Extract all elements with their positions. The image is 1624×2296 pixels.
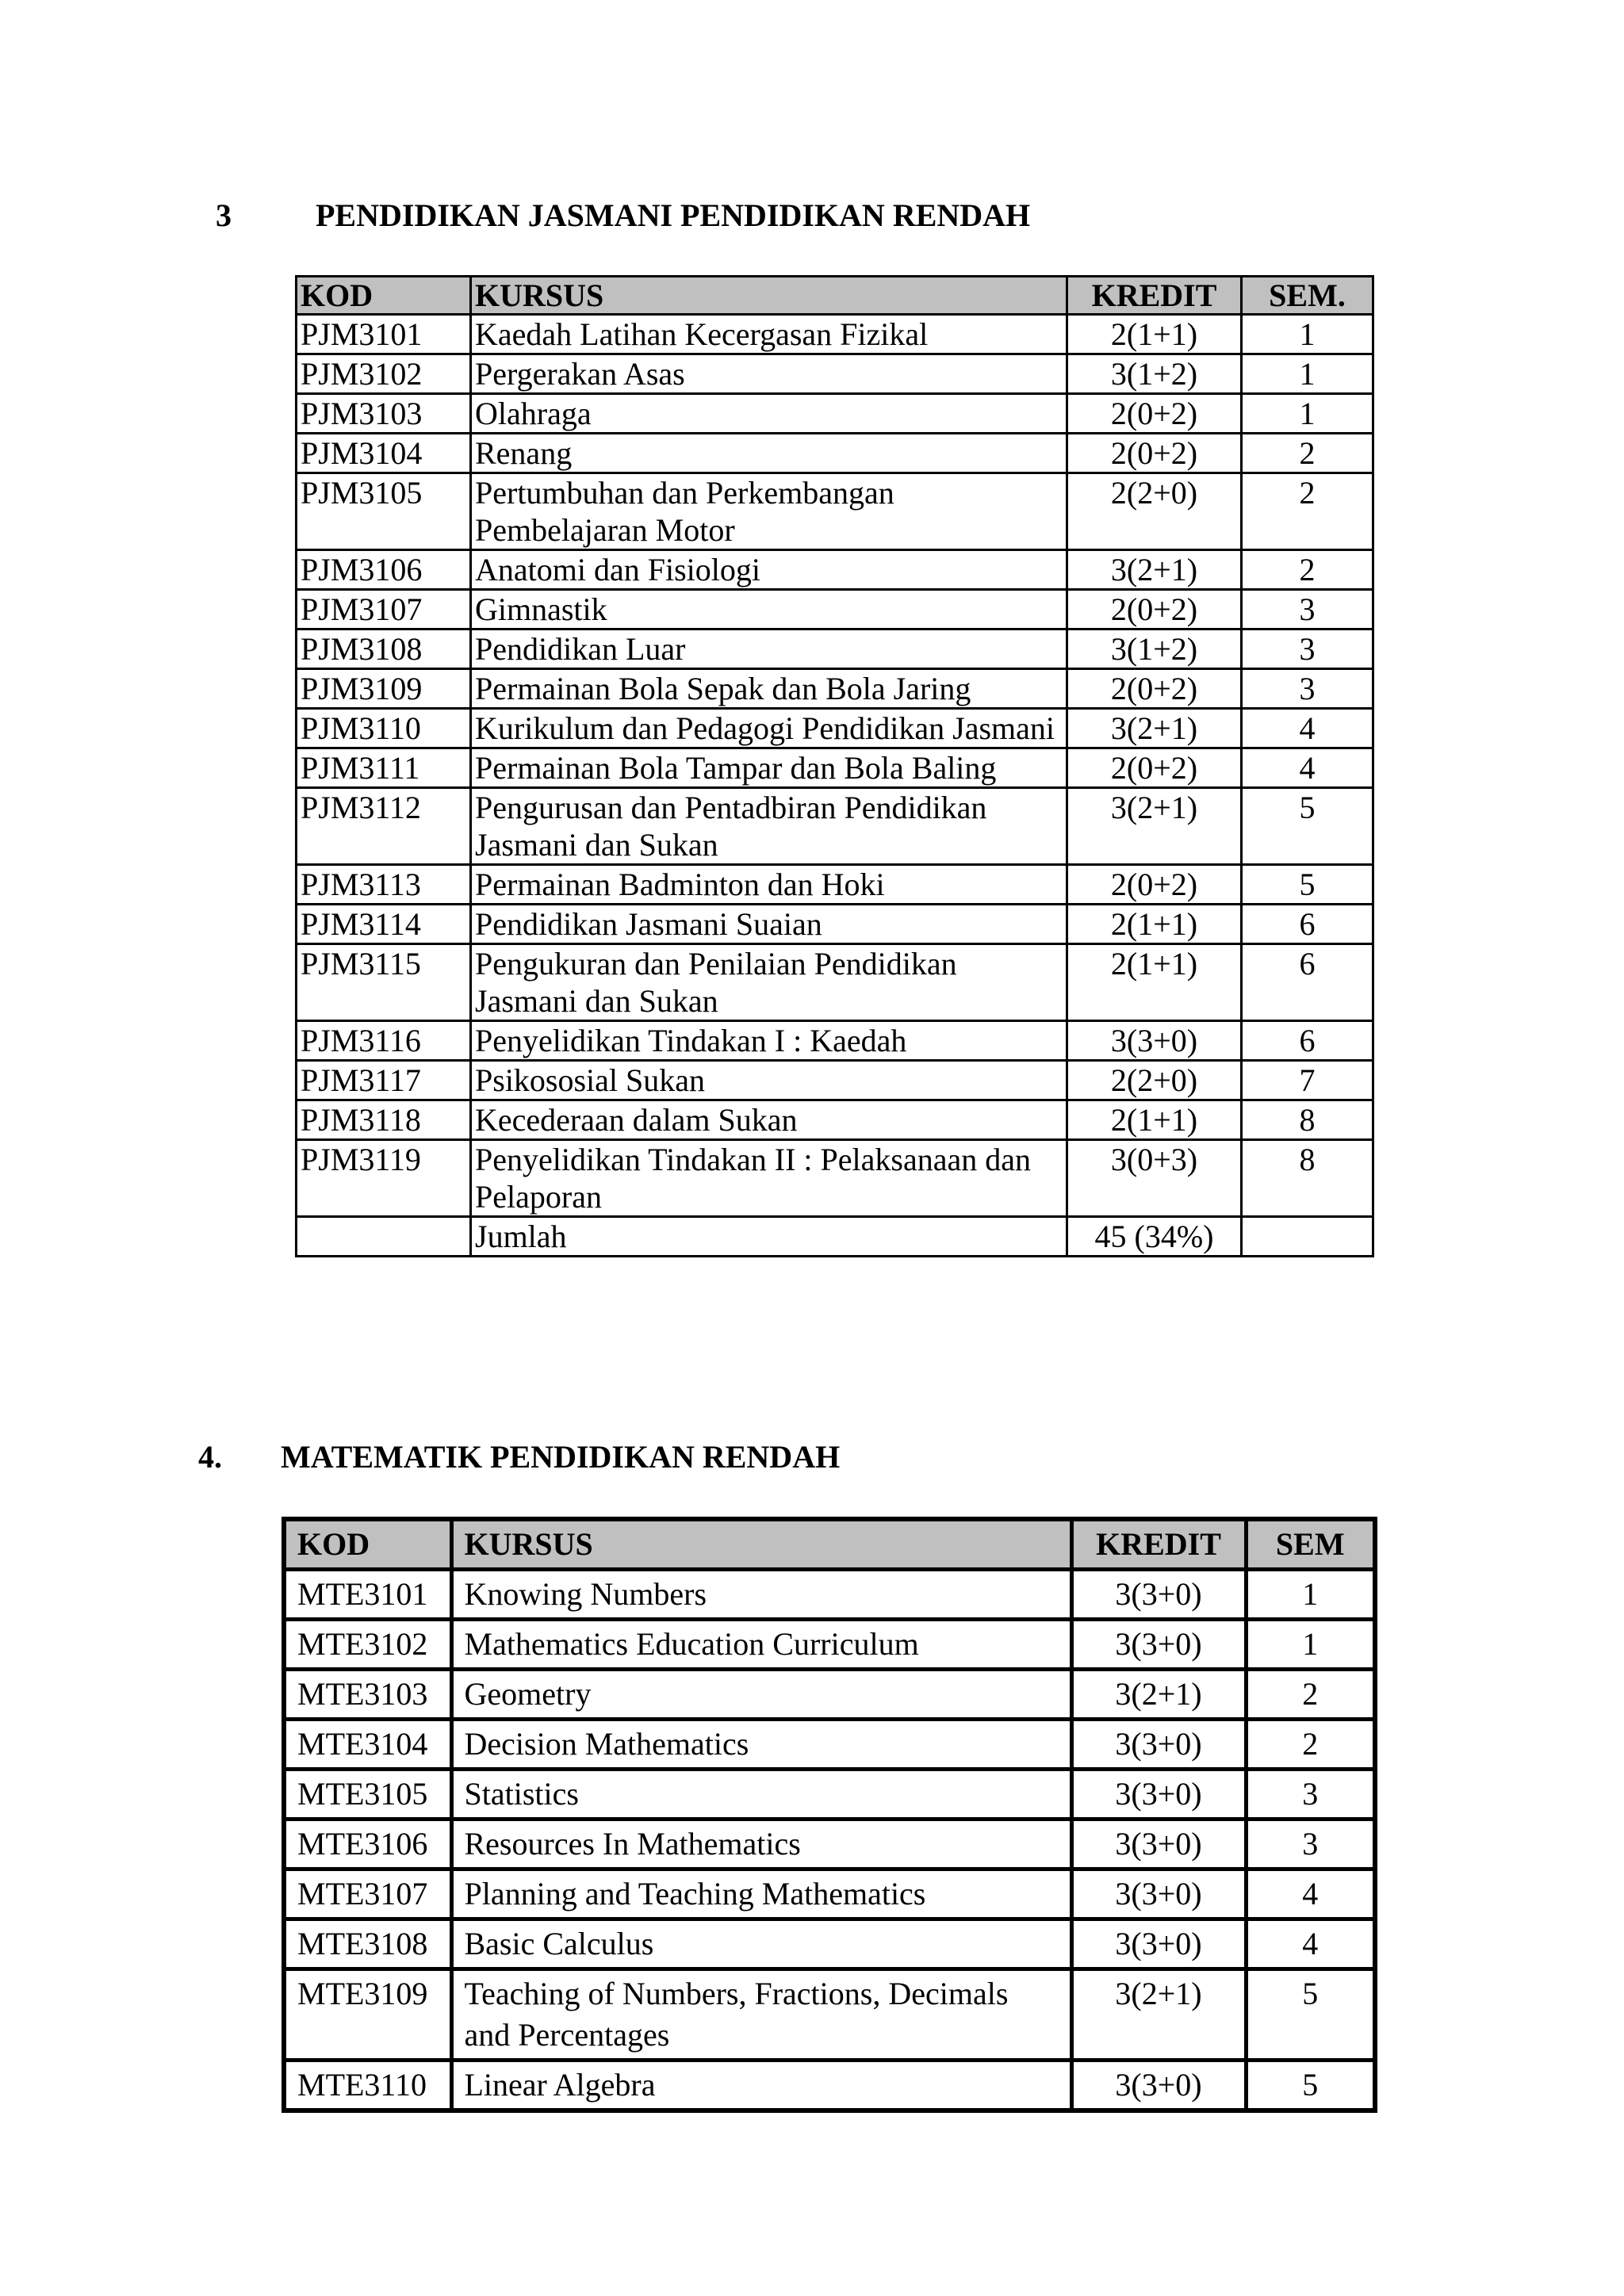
cell-kredit: 2(2+0): [1067, 1061, 1242, 1100]
cell-kursus: Olahraga: [471, 394, 1067, 434]
table-row: [297, 1021, 1373, 1061]
cell-kursus: Renang: [471, 434, 1067, 473]
cell-sem: 2: [1242, 473, 1373, 550]
cell-sem: 5: [1242, 865, 1373, 905]
cell-kredit: 3(3+0): [1071, 2061, 1246, 2111]
header-kod: KOD: [297, 277, 471, 315]
cell-kursus: Kaedah Latihan Kecergasan Fizikal: [471, 315, 1067, 354]
header-kredit: KREDIT: [1071, 1519, 1246, 1570]
cell-kod: PJM3115: [297, 944, 471, 1021]
cell-kredit: 2(0+2): [1067, 434, 1242, 473]
table-row: [297, 1140, 1373, 1217]
cell-kredit: 2(0+2): [1067, 748, 1242, 788]
table-row: [297, 473, 1373, 550]
cell-kredit: 3(3+0): [1071, 1820, 1246, 1869]
cell-kredit: 2(1+1): [1067, 1100, 1242, 1140]
cell-sem: 1: [1242, 394, 1373, 434]
table-row: [284, 1570, 1375, 1620]
cell-kursus: Gimnastik: [471, 590, 1067, 629]
header-kod: KOD: [284, 1519, 451, 1570]
cell-kod: PJM3116: [297, 1021, 471, 1061]
cell-kod: MTE3105: [284, 1770, 451, 1820]
table-header-row: [284, 1519, 1375, 1570]
header-sem: SEM.: [1242, 277, 1373, 315]
cell-kredit: 3(3+0): [1071, 1869, 1246, 1919]
cell-sem: 5: [1246, 1969, 1375, 2061]
cell-sem: 1: [1242, 354, 1373, 394]
cell-kredit: 3(2+1): [1071, 1670, 1246, 1720]
cell-kursus: Pendidikan Luar: [471, 629, 1067, 669]
table-row: [297, 669, 1373, 709]
cell-sem: 4: [1246, 1919, 1375, 1969]
cell-kod: PJM3119: [297, 1140, 471, 1217]
table-row: [297, 905, 1373, 944]
cell-sem: 6: [1242, 944, 1373, 1021]
table-row: [284, 1820, 1375, 1869]
cell-kredit: 3(3+0): [1071, 1620, 1246, 1670]
cell-kredit: 3(2+1): [1067, 709, 1242, 748]
cell-kredit: 2(1+1): [1067, 944, 1242, 1021]
cell-kursus: Kurikulum dan Pedagogi Pendidikan Jasmani: [471, 709, 1067, 748]
cell-kredit: 3(0+3): [1067, 1140, 1242, 1217]
table-row: [297, 550, 1373, 590]
cell-sem: 6: [1242, 905, 1373, 944]
table-row: [297, 434, 1373, 473]
cell-sem: 3: [1242, 629, 1373, 669]
cell-kredit: 2(0+2): [1067, 865, 1242, 905]
table-header-row: [297, 277, 1373, 315]
cell-sem: 1: [1246, 1570, 1375, 1620]
header-kursus: KURSUS: [471, 277, 1067, 315]
course-table-mte: [282, 1517, 1377, 2113]
table-row: [297, 354, 1373, 394]
cell-kod: PJM3108: [297, 629, 471, 669]
cell-kredit: 2(0+2): [1067, 590, 1242, 629]
cell-sem: 5: [1246, 2061, 1375, 2111]
cell-sem: 1: [1242, 315, 1373, 354]
table-total-row: [297, 1217, 1373, 1257]
course-table-pjm: [295, 275, 1374, 1257]
cell-sem: 3: [1242, 590, 1373, 629]
cell-kredit: 3(2+1): [1071, 1969, 1246, 2061]
table-row: [284, 1620, 1375, 1670]
cell-kod: PJM3104: [297, 434, 471, 473]
cell-kredit: 3(2+1): [1067, 550, 1242, 590]
cell-kod: PJM3105: [297, 473, 471, 550]
cell-kod: MTE3102: [284, 1620, 451, 1670]
cell-kursus: Pengurusan dan Pentadbiran Pendidikan Jasmani dan Sukan: [471, 788, 1067, 865]
cell-sem: 5: [1242, 788, 1373, 865]
section-title: PENDIDIKAN JASMANI PENDIDIKAN RENDAH: [316, 197, 1031, 233]
cell-kredit: 3(1+2): [1067, 629, 1242, 669]
table-row: [297, 709, 1373, 748]
cell-kursus: Pertumbuhan dan Perkembangan Pembelajaran Motor: [471, 473, 1067, 550]
cell-sem: 3: [1242, 669, 1373, 709]
cell-sem: 8: [1242, 1100, 1373, 1140]
section-number: 4.: [198, 1439, 222, 1475]
table-row: [284, 1869, 1375, 1919]
cell-total-kredit: 45 (34%): [1067, 1217, 1242, 1257]
header-kursus: KURSUS: [451, 1519, 1071, 1570]
table-row: [297, 315, 1373, 354]
cell-sem: 3: [1246, 1770, 1375, 1820]
cell-kursus: Penyelidikan Tindakan I : Kaedah: [471, 1021, 1067, 1061]
table-row: [297, 1100, 1373, 1140]
header-kredit: KREDIT: [1067, 277, 1242, 315]
cell-kursus: Knowing Numbers: [451, 1570, 1071, 1620]
table-row: [284, 1720, 1375, 1770]
cell-kursus: Decision Mathematics: [451, 1720, 1071, 1770]
cell-sem: 8: [1242, 1140, 1373, 1217]
cell-kredit: 3(2+1): [1067, 788, 1242, 865]
cell-sem: 3: [1246, 1820, 1375, 1869]
cell-kursus: Planning and Teaching Mathematics: [451, 1869, 1071, 1919]
cell-kredit: 2(2+0): [1067, 473, 1242, 550]
cell-kod: MTE3109: [284, 1969, 451, 2061]
cell-kredit: 2(1+1): [1067, 905, 1242, 944]
section-number: 3: [216, 197, 232, 233]
cell-kursus: Teaching of Numbers, Fractions, Decimals and Percentages: [451, 1969, 1071, 2061]
cell-kursus: Pergerakan Asas: [471, 354, 1067, 394]
cell-kod: PJM3102: [297, 354, 471, 394]
cell-kod: MTE3110: [284, 2061, 451, 2111]
cell-kod: PJM3107: [297, 590, 471, 629]
cell-kod: MTE3101: [284, 1570, 451, 1620]
cell-kod: PJM3110: [297, 709, 471, 748]
cell-kursus: Pendidikan Jasmani Suaian: [471, 905, 1067, 944]
cell-kod: PJM3117: [297, 1061, 471, 1100]
table-row: [297, 590, 1373, 629]
table-row: [297, 629, 1373, 669]
cell-kod: PJM3114: [297, 905, 471, 944]
cell-kursus: Basic Calculus: [451, 1919, 1071, 1969]
cell-kredit: 3(3+0): [1067, 1021, 1242, 1061]
cell-sem: 2: [1242, 434, 1373, 473]
cell-kursus: Mathematics Education Curriculum: [451, 1620, 1071, 1670]
cell-kredit: 3(3+0): [1071, 1570, 1246, 1620]
cell-kursus: Geometry: [451, 1670, 1071, 1720]
table-row: [284, 2061, 1375, 2111]
cell-kod: PJM3111: [297, 748, 471, 788]
cell-kredit: 2(0+2): [1067, 669, 1242, 709]
cell-kod: PJM3118: [297, 1100, 471, 1140]
table-row: [284, 1770, 1375, 1820]
cell-kredit: 3(1+2): [1067, 354, 1242, 394]
cell-kod: PJM3106: [297, 550, 471, 590]
cell-sem: 7: [1242, 1061, 1373, 1100]
cell-kod: PJM3112: [297, 788, 471, 865]
cell-sem: 2: [1246, 1670, 1375, 1720]
cell-kursus: Psikososial Sukan: [471, 1061, 1067, 1100]
cell-kursus: Permainan Bola Tampar dan Bola Baling: [471, 748, 1067, 788]
cell-kursus: Statistics: [451, 1770, 1071, 1820]
cell-sem: 2: [1242, 550, 1373, 590]
cell-kursus: Linear Algebra: [451, 2061, 1071, 2111]
cell-kredit: 3(3+0): [1071, 1919, 1246, 1969]
cell-sem: 6: [1242, 1021, 1373, 1061]
cell-kursus: Anatomi dan Fisiologi: [471, 550, 1067, 590]
cell-kredit: 2(0+2): [1067, 394, 1242, 434]
table-row: [297, 788, 1373, 865]
table-row: [284, 1919, 1375, 1969]
cell-kod: MTE3104: [284, 1720, 451, 1770]
cell-kursus: Pengukuran dan Penilaian Pendidikan Jasmani dan Sukan: [471, 944, 1067, 1021]
table-row: [297, 865, 1373, 905]
table-row: [297, 394, 1373, 434]
cell-kod: MTE3108: [284, 1919, 451, 1969]
table-row: [297, 748, 1373, 788]
cell-kursus: Permainan Bola Sepak dan Bola Jaring: [471, 669, 1067, 709]
cell-kursus: Kecederaan dalam Sukan: [471, 1100, 1067, 1140]
header-sem: SEM: [1246, 1519, 1375, 1570]
cell-sem: 4: [1242, 748, 1373, 788]
cell-kursus: Permainan Badminton dan Hoki: [471, 865, 1067, 905]
cell-sem: 4: [1246, 1869, 1375, 1919]
cell-kod: PJM3101: [297, 315, 471, 354]
table-row: [284, 1969, 1375, 2061]
cell-kredit: 2(1+1): [1067, 315, 1242, 354]
table-row: [297, 1061, 1373, 1100]
cell-kod: [297, 1217, 471, 1257]
cell-kod: MTE3106: [284, 1820, 451, 1869]
table-row: [284, 1670, 1375, 1720]
section-title: MATEMATIK PENDIDIKAN RENDAH: [281, 1439, 841, 1475]
table-row: [297, 944, 1373, 1021]
cell-kod: PJM3109: [297, 669, 471, 709]
cell-kredit: 3(3+0): [1071, 1770, 1246, 1820]
cell-kursus: Resources In Mathematics: [451, 1820, 1071, 1869]
cell-total-label: Jumlah: [471, 1217, 1067, 1257]
cell-kod: PJM3103: [297, 394, 471, 434]
cell-sem: 4: [1242, 709, 1373, 748]
cell-sem: 2: [1246, 1720, 1375, 1770]
cell-kod: PJM3113: [297, 865, 471, 905]
cell-kod: MTE3107: [284, 1869, 451, 1919]
cell-kod: MTE3103: [284, 1670, 451, 1720]
cell-sem: 1: [1246, 1620, 1375, 1670]
cell-kursus: Penyelidikan Tindakan II : Pelaksanaan dan Pelaporan: [471, 1140, 1067, 1217]
cell-kredit: 3(3+0): [1071, 1720, 1246, 1770]
cell-sem: [1242, 1217, 1373, 1257]
